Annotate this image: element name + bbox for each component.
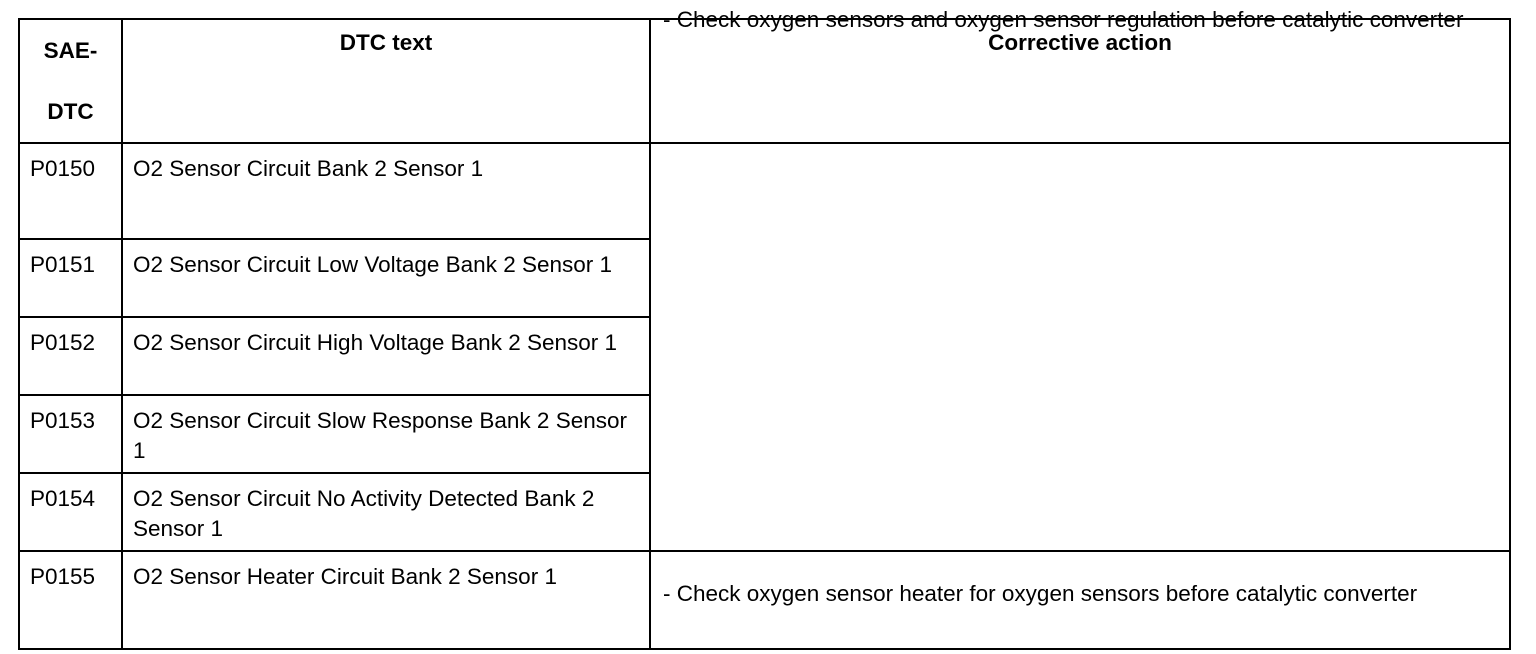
dtc-code-cell: P0153 — [19, 395, 122, 473]
header-dtc-text: DTC text — [122, 19, 650, 143]
dtc-code-cell: P0154 — [19, 473, 122, 551]
dtc-code-cell: P0151 — [19, 239, 122, 317]
dtc-code-cell: P0150 — [19, 143, 122, 239]
header-corrective-action: Corrective action — [650, 19, 1510, 143]
dtc-text-cell: O2 Sensor Circuit No Activity Detected Bank 2 Sensor 1 — [122, 473, 650, 551]
corrective-action-text: - Check oxygen sensor heater for oxygen sensors before catalytic converter — [663, 581, 1418, 606]
dtc-code-cell: P0155 — [19, 551, 122, 649]
corrective-action-text: - Check oxygen sensors and oxygen sensor regulation before catalytic converter — [663, 7, 1464, 32]
header-sae-dtc-line2: DTC — [47, 99, 94, 124]
table-header-row — [19, 19, 1510, 143]
dtc-table — [18, 7, 1511, 650]
dtc-text-cell: O2 Sensor Circuit Bank 2 Sensor 1 — [122, 143, 650, 239]
corrective-action-cell — [650, 551, 1510, 649]
table-row — [19, 551, 1510, 649]
table-row — [19, 143, 1510, 239]
header-sae-dtc-line1: SAE- — [43, 38, 98, 63]
dtc-text-cell: O2 Sensor Circuit Low Voltage Bank 2 Sensor 1 — [122, 239, 650, 317]
dtc-text-cell: O2 Sensor Circuit High Voltage Bank 2 Sensor 1 — [122, 317, 650, 395]
dtc-text-cell: O2 Sensor Circuit Slow Response Bank 2 Sensor 1 — [122, 395, 650, 473]
dtc-text-cell: O2 Sensor Heater Circuit Bank 2 Sensor 1 — [122, 551, 650, 649]
header-sae-dtc — [19, 19, 122, 143]
dtc-code-cell: P0152 — [19, 317, 122, 395]
